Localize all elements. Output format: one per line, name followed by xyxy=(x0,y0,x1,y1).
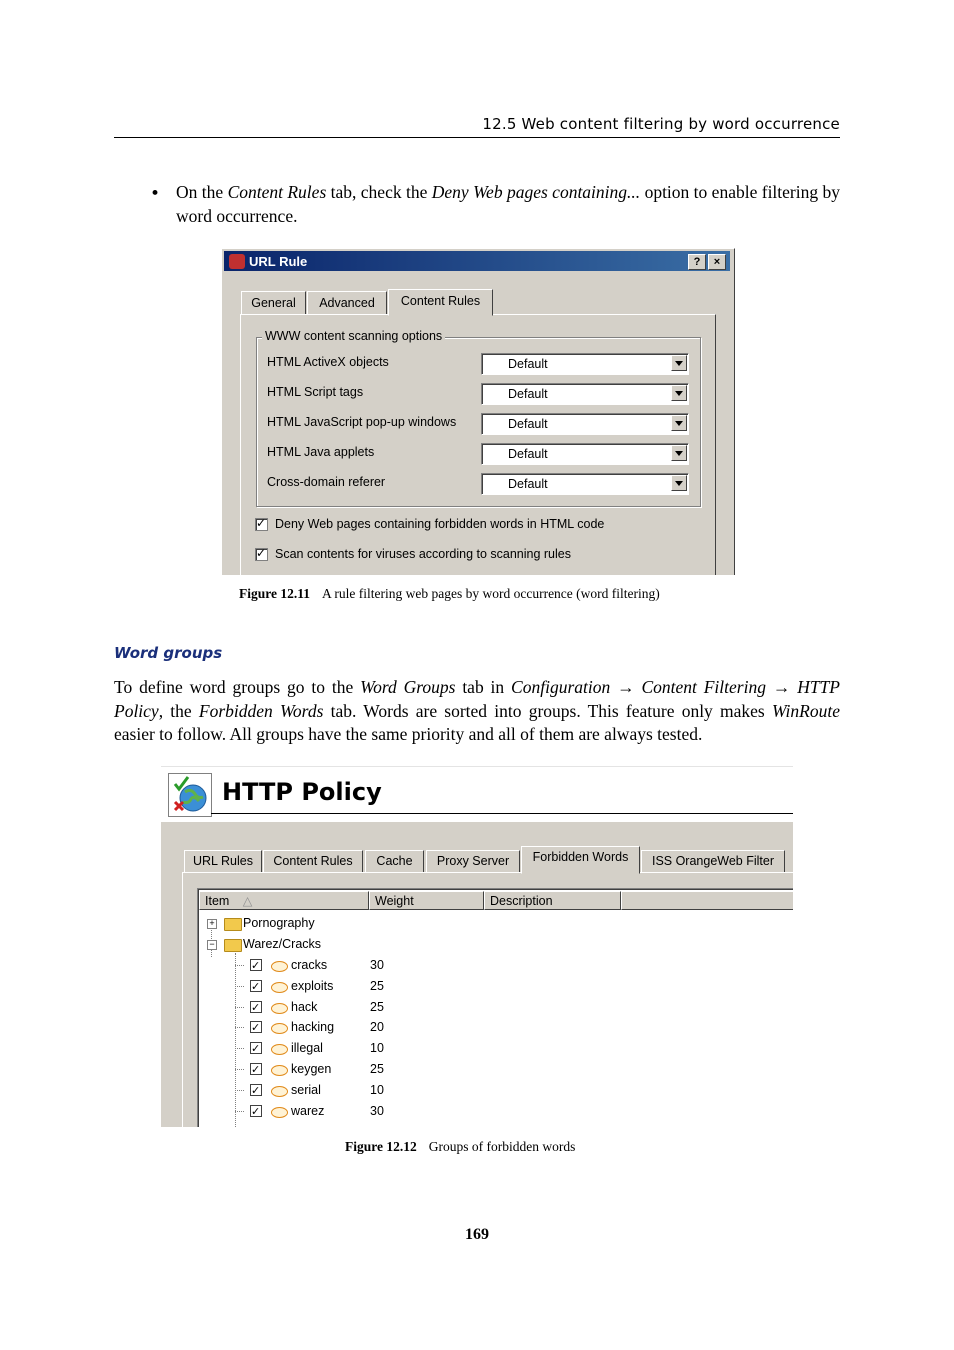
tab-forbidden-words[interactable]: Forbidden Words xyxy=(521,846,640,874)
word-enabled-checkbox[interactable] xyxy=(250,1105,262,1117)
word-enabled-checkbox[interactable] xyxy=(250,959,262,971)
word-weight: 25 xyxy=(370,999,384,1014)
word-enabled-checkbox[interactable] xyxy=(250,1021,262,1033)
word-enabled-checkbox[interactable] xyxy=(250,1042,262,1054)
speech-bubble-icon xyxy=(271,982,288,993)
word-row[interactable] xyxy=(198,955,498,975)
page-number: 169 xyxy=(465,1226,489,1243)
checkbox-label: Scan contents for viruses according to scanning rules xyxy=(275,547,571,561)
word-row[interactable] xyxy=(198,1080,498,1100)
java-applets-select[interactable]: Default xyxy=(481,443,689,465)
word-group-folder-icon xyxy=(224,939,242,952)
scan-viruses-checkbox[interactable] xyxy=(255,548,268,561)
word-label: keygen xyxy=(291,1062,332,1076)
sort-ascending-icon: △ xyxy=(242,894,253,908)
word-row[interactable] xyxy=(198,1059,498,1079)
chevron-down-icon[interactable] xyxy=(671,385,687,401)
http-policy-window xyxy=(161,766,793,1127)
word-weight: 10 xyxy=(370,1041,384,1056)
help-button[interactable]: ? xyxy=(688,254,706,270)
word-weight: 30 xyxy=(370,1103,384,1118)
word-label: warez xyxy=(291,1103,325,1118)
word-label: illegal xyxy=(291,1041,323,1056)
word-groups-tree[interactable] xyxy=(197,888,793,1127)
word-weight: 10 xyxy=(370,1082,384,1097)
expand-icon[interactable]: + xyxy=(207,919,217,929)
option-label: HTML Java applets xyxy=(267,445,375,459)
figure-caption: Figure 12.12 Groups of forbidden words xyxy=(345,1139,576,1154)
option-label: HTML Script tags xyxy=(267,385,364,399)
column-header-description[interactable]: Description xyxy=(484,891,621,910)
tab-url-rules[interactable]: URL Rules xyxy=(184,850,262,873)
tree-group-row[interactable] xyxy=(198,934,498,954)
policy-tab-area xyxy=(161,822,793,1127)
word-weight: 25 xyxy=(370,978,384,993)
chevron-down-icon[interactable] xyxy=(671,415,687,431)
word-enabled-checkbox[interactable] xyxy=(250,1084,262,1096)
word-label: hacking xyxy=(291,1020,335,1035)
tab-iss-orangeweb-filter[interactable]: ISS OrangeWeb Filter xyxy=(641,850,785,873)
bullet-paragraph: On the Content Rules tab, check the Deny Web pages containing... option to enable filtering by word occurrence. xyxy=(176,182,841,226)
body-paragraph: To define word groups go to the Word Groups tab in Configuration → Content Filtering → HTTP Policy, the Forbidden Words tab. Words are sorted into groups. This feature only makes WinRoute easier to follow. All groups have the same priority and all of them are always tested. xyxy=(114,677,840,744)
dialog-titlebar[interactable] xyxy=(224,251,730,271)
tree-group-row[interactable] xyxy=(198,913,498,933)
word-row[interactable] xyxy=(198,1017,498,1037)
running-header: 12.5 Web content filtering by word occurrence xyxy=(482,115,840,133)
tab-proxy-server[interactable]: Proxy Server xyxy=(426,850,520,873)
collapse-icon[interactable]: − xyxy=(207,940,217,950)
close-button[interactable]: × xyxy=(708,254,726,270)
speech-bubble-icon xyxy=(271,1107,288,1118)
word-enabled-checkbox[interactable] xyxy=(250,980,262,992)
dialog-title: URL Rule xyxy=(249,254,308,269)
group-name: Pornography xyxy=(243,916,315,930)
cross-domain-referer-select[interactable]: Default xyxy=(481,473,689,495)
tab-cache[interactable]: Cache xyxy=(365,850,424,873)
word-weight: 30 xyxy=(370,958,384,972)
checkbox-label: Deny Web pages containing forbidden words in HTML code xyxy=(275,517,605,531)
column-header-filler xyxy=(621,891,793,910)
speech-bubble-icon xyxy=(271,1086,288,1097)
activex-select[interactable]: Default xyxy=(481,353,689,375)
word-label: serial xyxy=(291,1082,321,1097)
tab-content-rules[interactable]: Content Rules xyxy=(263,850,363,873)
column-header-item[interactable]: Item △ xyxy=(199,891,369,910)
word-row[interactable] xyxy=(198,1038,498,1058)
speech-bubble-icon xyxy=(271,1065,288,1076)
rule-icon xyxy=(229,254,245,269)
header-rule xyxy=(114,137,840,138)
word-row[interactable] xyxy=(198,1101,498,1121)
script-tags-select[interactable]: Default xyxy=(481,383,689,405)
chevron-down-icon[interactable] xyxy=(671,355,687,371)
page-title: HTTP Policy xyxy=(222,778,382,806)
section-heading: Word groups xyxy=(114,644,223,662)
word-label: cracks xyxy=(291,958,328,972)
word-group-folder-icon xyxy=(224,918,242,931)
tab-content-rules[interactable]: Content Rules xyxy=(388,289,493,316)
word-enabled-checkbox[interactable] xyxy=(250,1001,262,1013)
chevron-down-icon[interactable] xyxy=(671,445,687,461)
globe-policy-icon xyxy=(168,773,212,817)
bullet-marker: • xyxy=(150,184,161,204)
word-enabled-checkbox[interactable] xyxy=(250,1063,262,1075)
tab-general[interactable]: General xyxy=(241,291,306,315)
chevron-down-icon[interactable] xyxy=(671,475,687,491)
speech-bubble-icon xyxy=(271,1044,288,1055)
speech-bubble-icon xyxy=(271,1023,288,1034)
column-header-weight[interactable]: Weight xyxy=(369,891,484,910)
word-row[interactable] xyxy=(198,976,498,996)
speech-bubble-icon xyxy=(271,961,288,972)
deny-forbidden-words-checkbox[interactable] xyxy=(255,518,268,531)
option-label: Cross-domain referer xyxy=(267,475,386,489)
option-label: HTML JavaScript pop-up windows xyxy=(267,415,457,429)
word-label: exploits xyxy=(291,978,334,993)
javascript-popup-select[interactable]: Default xyxy=(481,413,689,435)
group-title: WWW content scanning options xyxy=(262,329,445,343)
word-weight: 20 xyxy=(370,1020,384,1035)
group-name: Warez/Cracks xyxy=(243,937,322,951)
speech-bubble-icon xyxy=(271,1003,288,1014)
word-row[interactable] xyxy=(198,997,498,1017)
tab-advanced[interactable]: Advanced xyxy=(307,291,387,315)
url-rule-dialog xyxy=(221,248,735,575)
figure-caption: Figure 12.11 A rule filtering web pages by word occurrence (word filtering) xyxy=(239,586,660,601)
word-weight: 25 xyxy=(370,1062,384,1076)
word-label: hack xyxy=(291,999,318,1014)
option-label: HTML ActiveX objects xyxy=(267,355,389,369)
